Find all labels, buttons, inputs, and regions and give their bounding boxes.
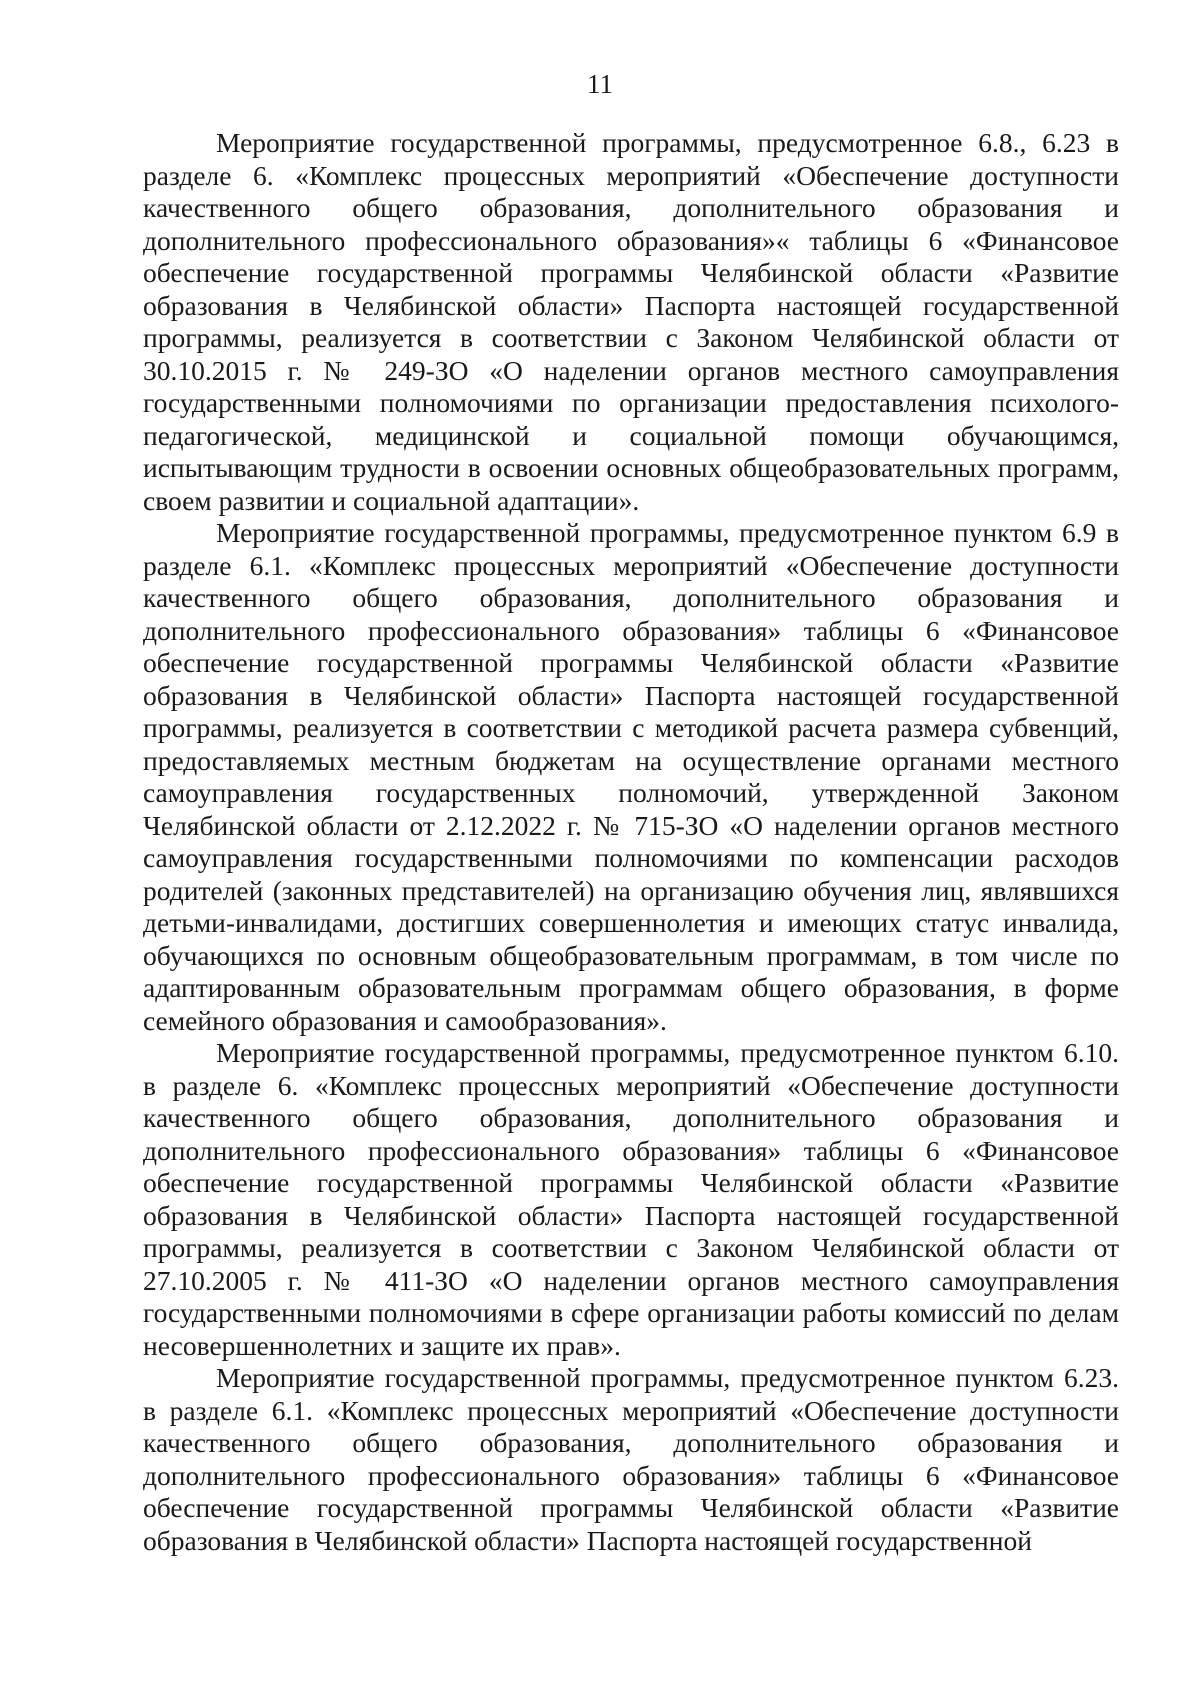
paragraph: Мероприятие государственной программы, предусмотренное пунктом 6.10. в разделе 6. «Комплекс процессных мероприятий «Обеспечение доступности качественного общего образования, дополнительного образования и дополнительного профессионального образования» таблицы 6 «Финансовое обеспечение государственной программы Челябинской области «Развитие образования в Челябинской области» Паспорта настоящей государственной программы, реализуется в соответствии с Законом Челябинской области от 27.10.2005 г. № 411-ЗО «О наделении органов местного самоуправления государственными полномочиями в сфере организации работы комиссий по делам несовершеннолетних и защите их прав». [143, 1037, 1119, 1361]
paragraph: Мероприятие государственной программы, предусмотренное пунктом 6.9 в разделе 6.1. «Комплекс процессных мероприятий «Обеспечение доступности качественного общего образования, дополнительного образования и дополнительного профессионального образования» таблицы 6 «Финансовое обеспечение государственной программы Челябинской области «Развитие образования в Челябинской области» Паспорта настоящей государственной программы, реализуется в соответствии с методикой расчета размера субвенций, предоставляемых местным бюджетам на осуществление органами местного самоуправления государственных полномочий, утвержденной Законом Челябинской области от 2.12.2022 г. № 715-ЗО «О наделении органов местного самоуправления государственными полномочиями по компенсации расходов родителей (законных представителей) на организацию обучения лиц, являвшихся детьми-инвалидами, достигших совершеннолетия и имеющих статус инвалида, обучающихся по основным общеобразовательным программам, в том числе по адаптированным образовательным программам общего образования, в форме семейного образования и самообразования». [143, 517, 1119, 1036]
paragraph: Мероприятие государственной программы, предусмотренное пунктом 6.23. в разделе 6.1. «Комплекс процессных мероприятий «Обеспечение доступности качественного общего образования, дополнительного образования и дополнительного профессионального образования» таблицы 6 «Финансовое обеспечение государственной программы Челябинской области «Развитие образования в Челябинской области» Паспорта настоящей государственной [143, 1362, 1119, 1556]
page-number: 11 [587, 69, 613, 99]
paragraph: Мероприятие государственной программы, предусмотренное 6.8., 6.23 в разделе 6. «Комплекс процессных мероприятий «Обеспечение доступности качественного общего образования, дополнительного образования и дополнительного профессионального образования»« таблицы 6 «Финансовое обеспечение государственной программы Челябинской области «Развитие образования в Челябинской области» Паспорта настоящей государственной программы, реализуется в соответствии с Законом Челябинской области от 30.10.2015 г. № 249-ЗО «О наделении органов местного самоуправления государственными полномочиями по организации предоставления психолого-педагогической, медицинской и социальной помощи обучающимся, испытывающим трудности в освоении основных общеобразовательных программ, своем развитии и социальной адаптации». [143, 127, 1119, 516]
document-body [143, 127, 1119, 1557]
